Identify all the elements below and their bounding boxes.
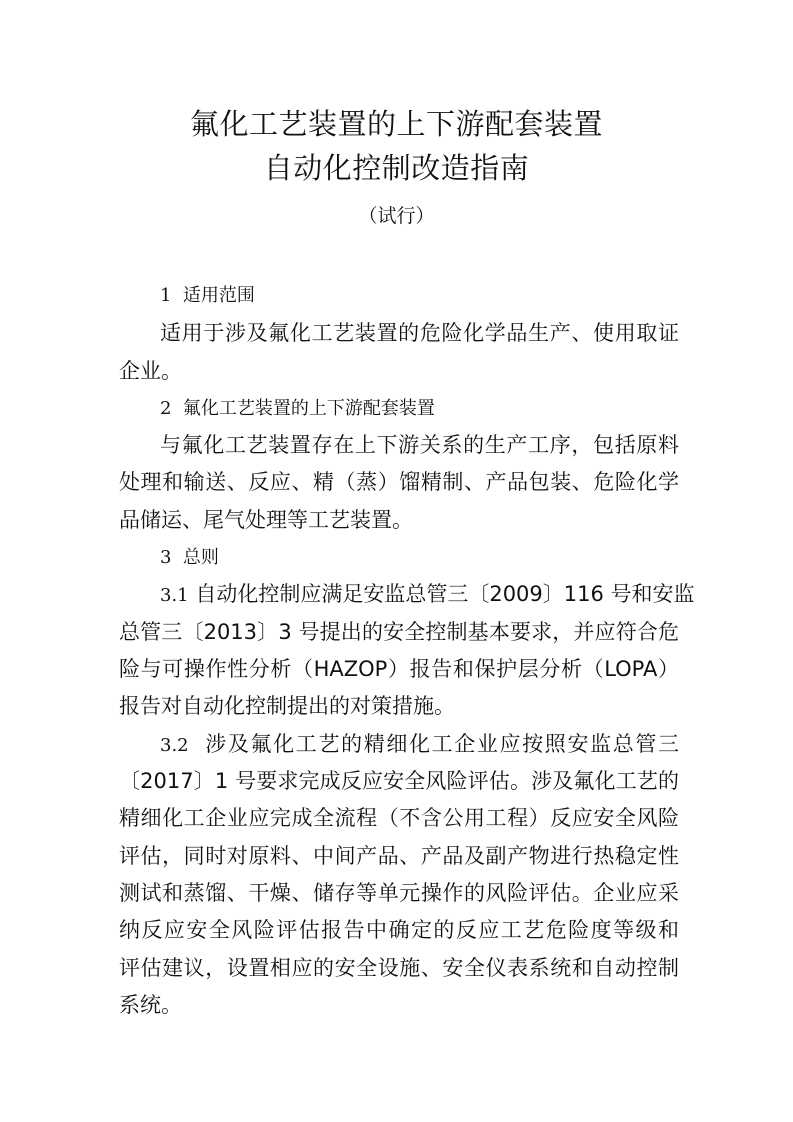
- paragraph-3-2-line-2: 〔2017〕1 号要求完成反应安全风险评估。涉及氟化工艺的: [119, 769, 679, 793]
- section-3-number: 3: [160, 547, 172, 568]
- paragraph-3-1-line-4: 报告对自动化控制提出的对策措施。: [119, 694, 455, 718]
- document-title-line-1: 氟化工艺装置的上下游配套装置: [189, 107, 603, 141]
- paragraph-3-2-line-6: 纳反应安全风险评估报告中确定的反应工艺危险度等级和: [119, 918, 679, 942]
- paragraph-3-2-number: 3.2: [160, 735, 189, 756]
- paragraph-3-2-line-5: 测试和蒸馏、干燥、储存等单元操作的风险评估。企业应采: [119, 881, 679, 905]
- section-2-heading: [160, 394, 679, 424]
- section-1-line-1: 适用于涉及氟化工艺装置的危险化学品生产、使用取证: [160, 321, 679, 345]
- paragraph-3-2-line-7: 评估建议，设置相应的安全设施、安全仪表系统和自动控制: [119, 956, 679, 980]
- section-3-title: 总则: [182, 547, 219, 568]
- paragraph-3-2-line-1: [160, 729, 679, 761]
- paragraph-3-2-text-1: 涉及氟化工艺的精细化工企业应按照安监总管三: [205, 732, 679, 756]
- paragraph-3-1-line-3: 险与可操作性分析（HAZOP）报告和保护层分析（LOPA）: [119, 657, 679, 681]
- section-3-heading: [160, 543, 679, 573]
- section-2-line-3: 品储运、尾气处理等工艺装置。: [119, 508, 413, 532]
- section-1-title: 适用范围: [182, 285, 255, 306]
- paragraph-3-1-line-2: 总管三〔2013〕3 号提出的安全控制基本要求，并应符合危: [119, 620, 679, 644]
- section-2-number: 2: [160, 398, 172, 419]
- section-1-line-2: 企业。: [119, 359, 182, 383]
- section-2-line-1: 与氟化工艺装置存在上下游关系的生产工序，包括原料: [160, 433, 679, 457]
- paragraph-3-1-text-1: 自动化控制应满足安监总管三〔2009〕116 号和安监: [195, 582, 695, 606]
- section-1-number: 1: [160, 285, 172, 306]
- document-title-line-2: 自动化控制改造指南: [263, 151, 530, 185]
- paragraph-3-2-line-4: 评估，同时对原料、中间产品、产品及副产物进行热稳定性: [119, 844, 679, 868]
- paragraph-3-1-line-1: [160, 579, 695, 611]
- section-2-title: 氟化工艺装置的上下游配套装置: [182, 398, 435, 419]
- paragraph-3-1-number: 3.1: [160, 585, 189, 606]
- section-1-heading: [160, 281, 679, 311]
- paragraph-3-2-line-8: 系统。: [119, 993, 182, 1017]
- paragraph-3-2-line-3: 精细化工企业应完成全流程（不含公用工程）反应安全风险: [119, 806, 679, 830]
- section-2-line-2: 处理和输送、反应、精（蒸）馏精制、产品包装、危险化学: [119, 470, 679, 494]
- document-subtitle: （试行）: [358, 205, 435, 227]
